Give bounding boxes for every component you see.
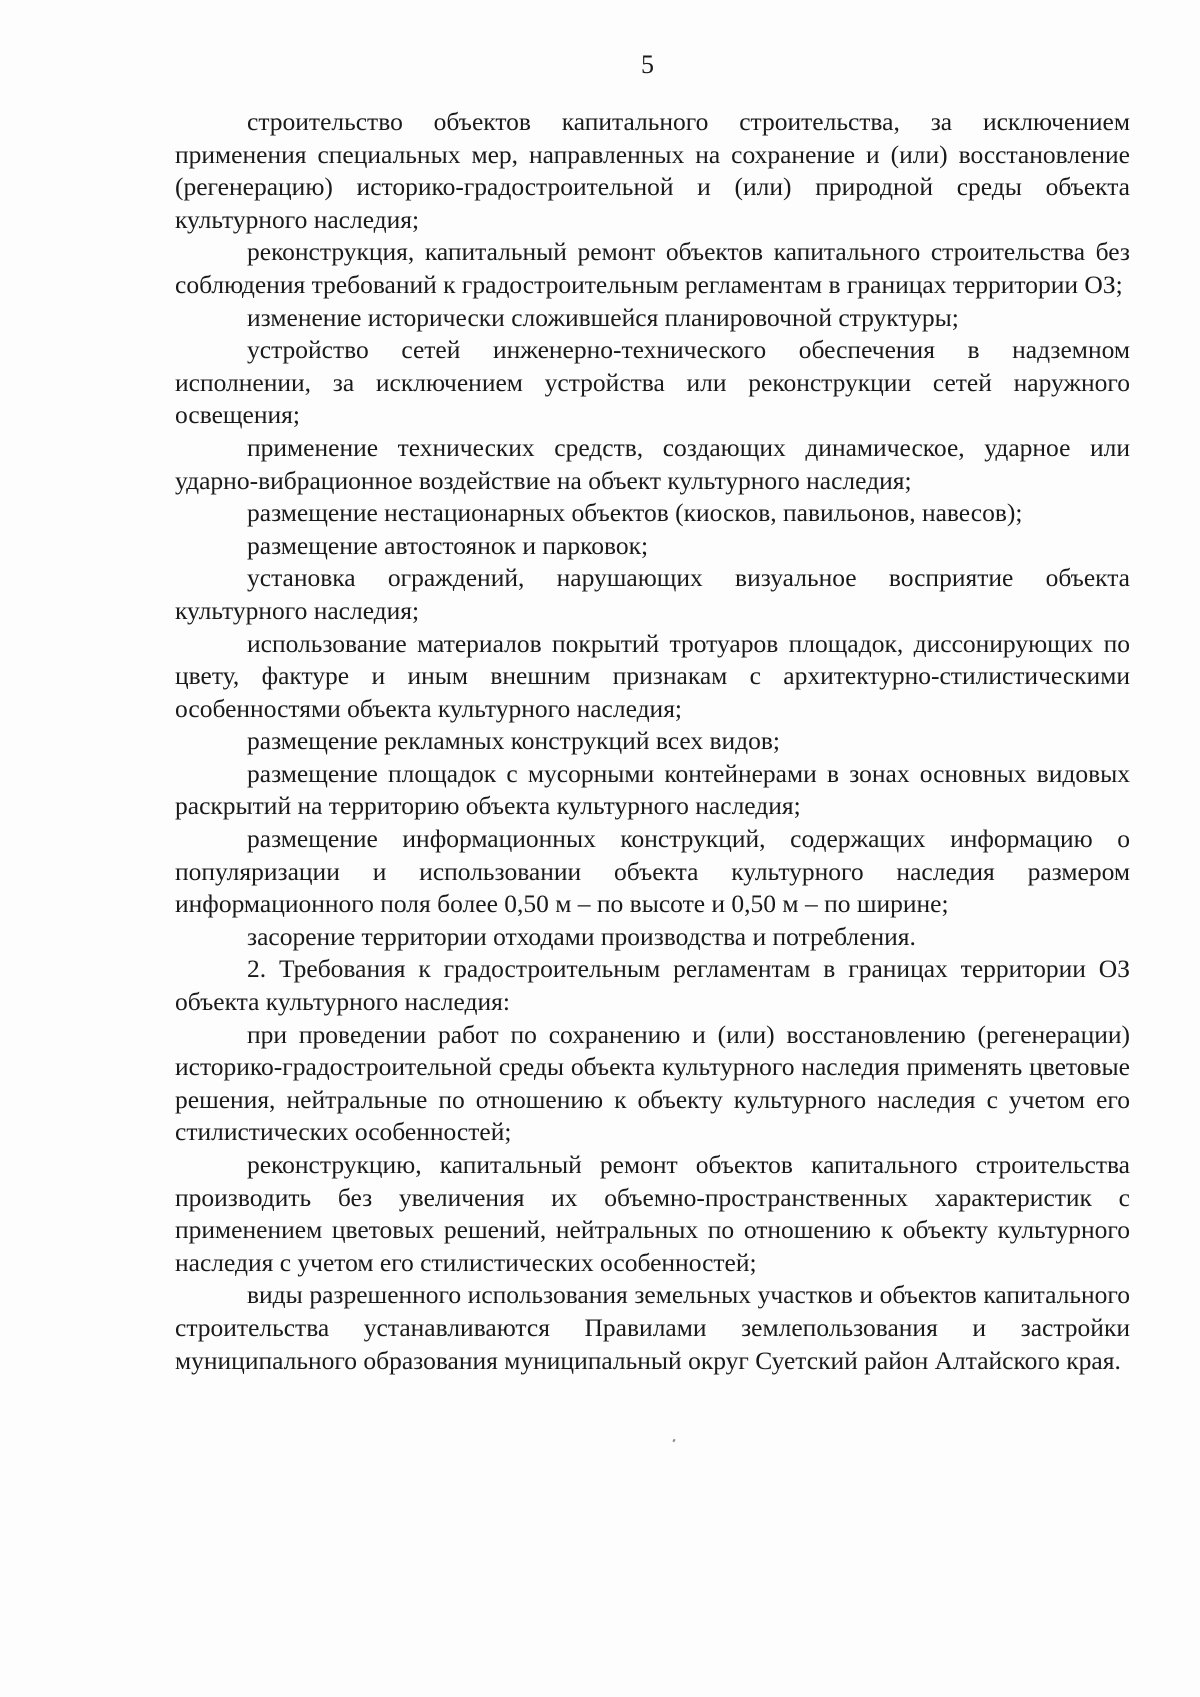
paragraph-12: размещение информационных конструкций, содержащих информацию о популяризации и использовании объекта культурного наследия размером информационного поля более 0,50 м – по высоте и 0,50 м – по ширине;: [175, 824, 1130, 919]
paragraph-3: изменение исторически сложившейся планировочной структуры;: [247, 302, 959, 332]
paragraph-4: устройство сетей инженерно-технического обеспечения в надземном исполнении, за исключением устройства или реконструкции сетей наружного освещения;: [175, 335, 1130, 430]
paragraph-16: реконструкцию, капитальный ремонт объектов капитального строительства производить без увеличения их объемно-пространственных характеристик с применением цветовых решений, нейтральных по отношению к объекту культурного наследия с учетом его стилистических особенностей;: [175, 1150, 1130, 1277]
paragraph-9: использование материалов покрытий тротуаров площадок, диссонирующих по цвету, фактуре и иным внешним признакам с архитектурно-стилистическими особенностями объекта культурного наследия;: [175, 628, 1130, 723]
paragraph-13: засорение территории отходами производства и потребления.: [247, 921, 916, 951]
paragraph-15: при проведении работ по сохранению и (или) восстановлению (регенерации) историко-градостроительной среды объекта культурного наследия применять цветовые решения, нейтральные по отношению к объекту культурного наследия с учетом его стилистических особенностей;: [175, 1019, 1130, 1147]
section-2-heading-paragraph: 2. Требования к градостроительным регламентам в границах территории ОЗ объекта культурного наследия:: [175, 954, 1130, 1017]
paragraph-6: размещение нестационарных объектов (киосков, павильонов, навесов);: [247, 498, 1023, 528]
paragraph-7: размещение автостоянок и парковок;: [247, 530, 649, 560]
paragraph-5: применение технических средств, создающих динамическое, ударное или ударно-вибрационное воздействие на объект культурного наследия;: [175, 432, 1130, 495]
document-body: [175, 106, 1130, 1377]
scan-speck: [672, 1439, 675, 1443]
paragraph-11: размещение площадок с мусорными контейнерами в зонах основных видовых раскрытий на территорию объекта культурного наследия;: [175, 758, 1130, 821]
paragraph-1: строительство объектов капитального строительства, за исключением применения специальных мер, направленных на сохранение и (или) восстановление (регенерацию) историко-градостроительной и (или) природной среды объекта культурного наследия;: [175, 107, 1130, 234]
paragraph-17: виды разрешенного использования земельных участков и объектов капитального строительства устанавливаются Правилами землепользования и застройки муниципального образования муниципальный округ Суетский район Алтайского края.: [175, 1280, 1130, 1375]
paragraph-2: реконструкция, капитальный ремонт объектов капитального строительства без соблюдения требований к градостроительным регламентам в границах территории ОЗ;: [175, 237, 1130, 299]
paragraph-8: установка ограждений, нарушающих визуальное восприятие объекта культурного наследия;: [175, 563, 1130, 625]
paragraph-10: размещение рекламных конструкций всех видов;: [247, 726, 781, 756]
page-number: 5: [641, 50, 654, 79]
